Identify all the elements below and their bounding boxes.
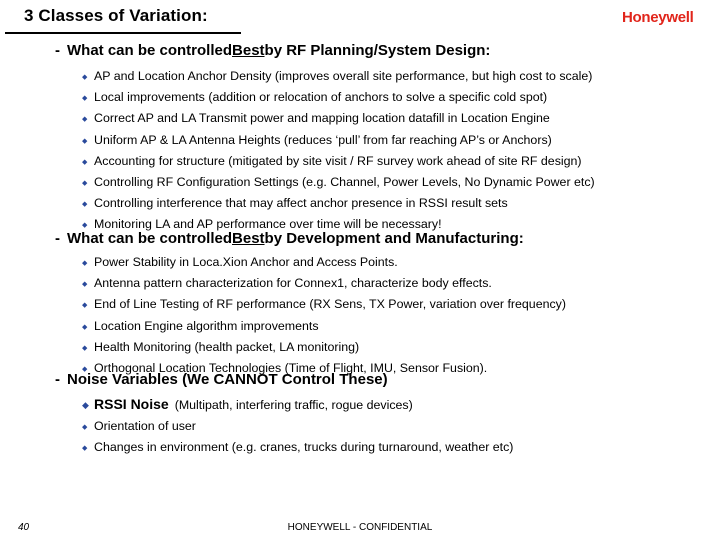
diamond-bullet-icon: ◆ (82, 95, 88, 103)
item-text: Local improvements (addition or relocation of anchors to solve a specific cold spot) (94, 90, 548, 105)
list-item-lead (82, 394, 513, 417)
diamond-bullet-icon: ◆ (82, 74, 88, 81)
list-item (82, 338, 566, 359)
diamond-bullet-icon: ◆ (82, 344, 88, 352)
heading-emphasis: Best (232, 230, 265, 247)
list-item (82, 109, 595, 130)
honeywell-logo: Honeywell (622, 9, 694, 26)
diamond-bullet-icon: ◆ (82, 260, 88, 267)
diamond-bullet-icon: ◆ (82, 302, 88, 310)
diamond-bullet-icon: ◆ (82, 281, 88, 289)
list-item (82, 274, 566, 295)
heading-suffix: by RF Planning/System Design: (264, 42, 491, 59)
list-item (82, 317, 566, 338)
item-text: Orthogonal Location Technologies (Time of Flight, IMU, Sensor Fusion). (94, 361, 488, 376)
diamond-bullet-icon: ◆ (82, 201, 88, 209)
list-item (82, 295, 566, 316)
dash-marker: - (55, 371, 60, 388)
heading-emphasis: Best (232, 42, 265, 59)
heading-prefix: What can be controlled (67, 230, 233, 247)
list-item (82, 152, 595, 173)
item-text: Monitoring LA and AP performance over time will be necessary! (94, 217, 442, 232)
diamond-bullet-icon: ◆ (82, 424, 88, 431)
item-text: Correct AP and LA Transmit power and mapping location datafill in Location Engine (94, 111, 550, 126)
dash-marker: - (55, 42, 60, 59)
item-text: Orientation of user (94, 419, 196, 433)
item-text: Uniform AP & LA Antenna Heights (reduces ‘pull’ from far reaching AP’s or Anchors) (94, 132, 552, 147)
section-development (55, 230, 566, 380)
item-text: Changes in environment (e.g. cranes, trucks during turnaround, weather etc) (94, 440, 514, 455)
list-item (82, 438, 513, 459)
list-item (82, 67, 595, 88)
section-heading (55, 230, 566, 247)
list-item (82, 173, 595, 194)
diamond-bullet-icon: ◆ (82, 222, 88, 230)
list-item (82, 194, 595, 215)
item-text: Accounting for structure (mitigated by site visit / RF survey work ahead of site RF design) (94, 153, 582, 168)
heading-suffix: by Development and Manufacturing: (264, 230, 524, 247)
diamond-bullet-icon: ◆ (82, 366, 88, 374)
heading-prefix: What can be controlled (67, 42, 233, 59)
item-text: AP and Location Anchor Density (improves overall site performance, but high cost to scale) (94, 69, 593, 83)
diamond-bullet-icon: ◆ (82, 445, 88, 453)
heading-title: Noise Variables (We CANNOT Control These) (67, 371, 388, 388)
list-item (82, 88, 595, 109)
lead-note: (Multipath, interfering traffic, rogue devices) (174, 398, 413, 412)
page-number: 40 (18, 522, 30, 533)
dash-marker: - (55, 230, 60, 247)
diamond-bullet-icon: ◆ (82, 400, 89, 410)
list-item (82, 131, 595, 152)
confidential-footer: HONEYWELL - CONFIDENTIAL (287, 522, 433, 533)
slide-title: 3 Classes of Variation: (24, 6, 208, 25)
section-heading (55, 42, 595, 59)
title-underline (5, 32, 241, 34)
section-noise-variables (55, 371, 513, 459)
bullet-list (82, 394, 513, 459)
list-item (82, 253, 566, 274)
list-item (82, 417, 513, 438)
item-text: Power Stability in Loca.Xion Anchor and Access Points. (94, 255, 398, 269)
section-heading (55, 371, 513, 388)
diamond-bullet-icon: ◆ (82, 158, 88, 166)
item-text: End of Line Testing of RF performance (RX Sens, TX Power, variation over frequency) (94, 297, 566, 312)
diamond-bullet-icon: ◆ (82, 323, 88, 331)
item-text: Health Monitoring (health packet, LA monitoring) (94, 339, 360, 354)
item-text: Controlling RF Configuration Settings (e.g. Channel, Power Levels, No Dynamic Power etc) (94, 175, 595, 190)
section-rf-planning (55, 42, 595, 237)
lead-strong: RSSI Noise (94, 396, 169, 412)
item-text: Controlling interference that may affect anchor presence in RSSI result sets (94, 196, 508, 211)
diamond-bullet-icon: ◆ (82, 180, 88, 188)
item-text: Location Engine algorithm improvements (94, 318, 319, 333)
item-text: Antenna pattern characterization for Connex1, characterize body effects. (94, 276, 492, 291)
diamond-bullet-icon: ◆ (82, 116, 88, 124)
bullet-list (82, 253, 566, 380)
bullet-list (82, 67, 595, 237)
diamond-bullet-icon: ◆ (82, 137, 88, 145)
